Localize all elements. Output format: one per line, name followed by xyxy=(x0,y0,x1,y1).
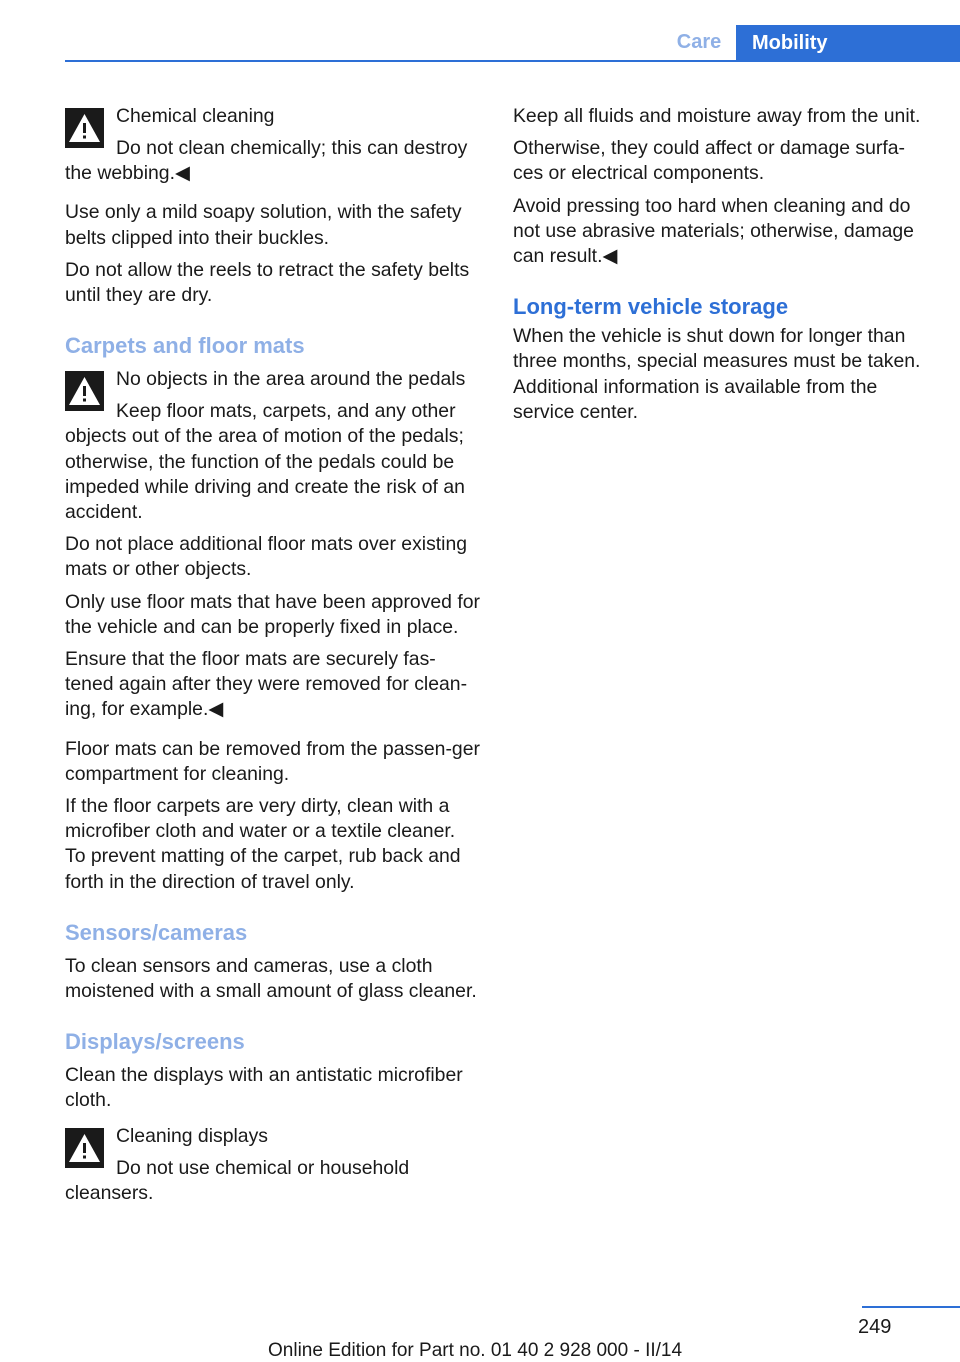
paragraph: Do not allow the reels to retract the safety belts until they are dry. xyxy=(65,258,470,307)
warning-cleaning-displays xyxy=(65,1124,480,1206)
warning-body: Do not place additional floor mats over existing mats or other objects. xyxy=(65,533,468,581)
warning-body: Ensure that the floor mats are securely fas‐tened again after they were removed for clean‐ing, for example.◀ xyxy=(65,648,468,721)
paragraph: Keep all fluids and moisture away from the unit. xyxy=(513,105,921,127)
paragraph: To clean sensors and cameras, use a cloth moistened with a small amount of glass cleaner. xyxy=(65,954,477,1003)
footer-edition: Online Edition for Part no. 01 40 2 928 000 - II/14 xyxy=(268,1340,683,1361)
warning-body: Do not clean chemically; this can destroy the webbing.◀ xyxy=(65,137,468,185)
warning-title: Chemical cleaning xyxy=(116,105,275,127)
tab-mobility[interactable]: Mobility xyxy=(736,25,960,62)
paragraph: Floor mats can be removed from the passen‐ger compartment for cleaning. xyxy=(65,737,480,785)
left-column xyxy=(65,104,480,1220)
paragraph: Use only a mild soapy solution, with the safety belts clipped into their buckles. xyxy=(65,201,462,249)
warning-triangle-icon xyxy=(65,1128,104,1168)
heading-displays-screens: Displays/screens xyxy=(65,1029,245,1055)
paragraph: Avoid pressing too hard when cleaning and do not use abrasive materials; otherwise, damage can result.◀ xyxy=(513,194,914,268)
tab-care[interactable]: Care xyxy=(662,25,736,60)
warning-title: No objects in the area around the pedals xyxy=(116,368,466,391)
paragraph: Otherwise, they could affect or damage surfa‐ces or electrical components. xyxy=(513,137,905,185)
warning-body: Only use floor mats that have been approved for the vehicle and can be properly fixed in place. xyxy=(65,590,480,638)
paragraph: Clean the displays with an antistatic microfiber cloth. xyxy=(65,1064,463,1112)
page-number: 249 xyxy=(858,1316,892,1338)
warning-chemical-cleaning xyxy=(65,104,480,186)
heading-long-term-storage: Long-term vehicle storage xyxy=(513,294,789,320)
right-column xyxy=(513,104,928,432)
warning-pedals xyxy=(65,367,480,722)
warning-body: Do not use chemical or household cleansers. xyxy=(65,1156,410,1204)
header-rule xyxy=(65,60,960,62)
heading-carpets-floor-mats: Carpets and floor mats xyxy=(65,333,305,359)
warning-triangle-icon xyxy=(65,108,104,148)
footer-rule xyxy=(862,1306,960,1308)
paragraph: When the vehicle is shut down for longer than three months, special measures must be taken. Additional information is available from the service center. xyxy=(513,325,921,423)
paragraph: If the floor carpets are very dirty, clean with a microfiber cloth and water or a textile cleaner. To prevent matting of the carpet, rub back and forth in the direction of travel only. xyxy=(65,795,461,893)
heading-sensors-cameras: Sensors/cameras xyxy=(65,919,248,945)
warning-body: Keep floor mats, carpets, and any other objects out of the area of motion of the pedals; otherwise, the function of the pedals could be impeded while driving and create the risk of an accident. xyxy=(65,400,465,524)
warning-triangle-icon xyxy=(65,371,104,411)
warning-title: Cleaning displays xyxy=(116,1124,268,1147)
